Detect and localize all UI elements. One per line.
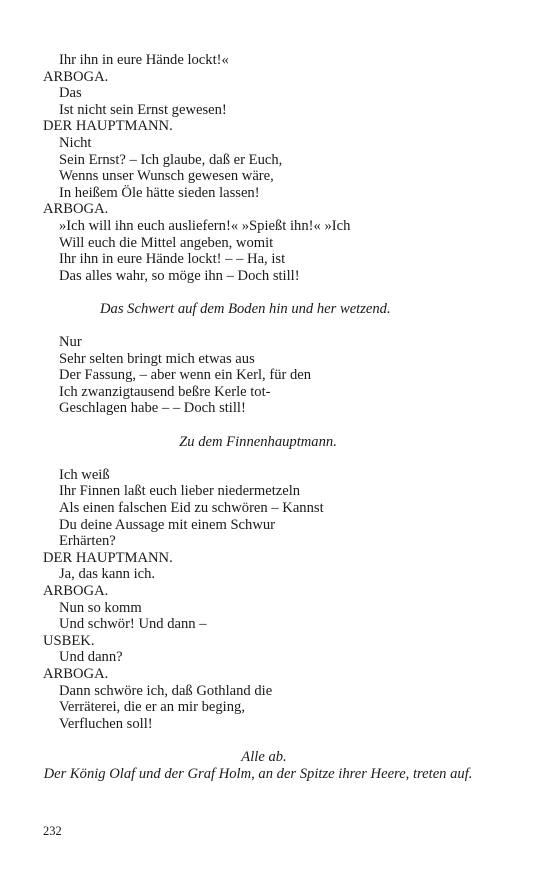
verse-line: Und schwör! Und dann – [59, 616, 207, 633]
verse-line: Wenns unser Wunsch gewesen wäre, [59, 168, 274, 185]
verse-line: Ist nicht sein Ernst gewesen! [59, 101, 227, 118]
verse-line: Nun so komm [59, 599, 142, 616]
verse-line: Der Fassung, – aber wenn ein Kerl, für den [59, 367, 312, 384]
spacer [43, 417, 473, 434]
verse-line: Ich weiß [59, 466, 110, 483]
verse-line: »Ich will ihn euch ausliefern!« »Spießt ihn!« »Ich [59, 217, 351, 234]
verse-line: Verfluchen soll! [59, 715, 153, 732]
speaker-name: DER HAUPTMANN. [43, 118, 173, 135]
verse-line: Als einen falschen Eid zu schwören – Kannst [59, 500, 324, 517]
verse-line: Nur [59, 334, 82, 351]
dialogue-block-3 [43, 467, 473, 733]
speaker-name: ARBOGA. [43, 68, 109, 85]
dialogue-block-2 [43, 334, 473, 417]
verse-line: Ja, das kann ich. [59, 566, 156, 583]
spacer [43, 732, 473, 749]
spacer [43, 284, 473, 301]
verse-line: Ich zwanzigtausend beßre Kerle tot- [59, 383, 271, 400]
stage-direction-entrance [43, 766, 473, 783]
verse-line: Dann schwöre ich, daß Gothland die [59, 682, 273, 699]
verse-line: Sehr selten bringt mich etwas aus [59, 350, 255, 367]
speaker-name: DER HAUPTMANN. [43, 549, 173, 566]
stage-direction-entrance-text: Der König Olaf und der Graf Holm, an der Spitze ihrer Heere, treten auf. [43, 765, 473, 782]
stage-direction-exit: Alle ab. [241, 748, 287, 765]
spacer [43, 450, 473, 467]
verse-line: Ihr ihn in eure Hände lockt!« [59, 52, 229, 68]
spacer [43, 318, 473, 335]
dialogue-block-1 [43, 52, 473, 284]
verse-line: Will euch die Mittel angeben, womit [59, 234, 274, 251]
verse-line: Sein Ernst? – Ich glaube, daß er Euch, [59, 151, 283, 168]
verse-line: Das alles wahr, so möge ihn – Doch still! [59, 267, 300, 284]
verse-line: Nicht [59, 134, 92, 151]
speaker-name: ARBOGA. [43, 665, 109, 682]
stage-direction-finnenhauptmann: Zu dem Finnenhauptmann. [179, 433, 337, 450]
verse-line: Ihr ihn in eure Hände lockt! – – Ha, ist [59, 251, 286, 268]
text-column [43, 52, 473, 782]
speaker-name: ARBOGA. [43, 583, 109, 599]
verse-line: In heißem Öle hätte sieden lassen! [59, 184, 260, 201]
verse-line: Ihr Finnen laßt euch lieber niedermetzeln [59, 483, 301, 500]
stage-direction-sword: Das Schwert auf dem Boden hin und her wetzend. [100, 300, 391, 317]
verse-line: Verräterei, die er an mir beging, [59, 699, 245, 716]
verse-line: Erhärten? [59, 533, 116, 550]
verse-line: Und dann? [59, 649, 123, 666]
speaker-name: USBEK. [43, 632, 95, 649]
verse-line: Du deine Aussage mit einem Schwur [59, 516, 276, 533]
page-number: 232 [43, 824, 62, 838]
speaker-name: ARBOGA. [43, 201, 109, 218]
verse-line: Geschlagen habe – – Doch still! [59, 400, 246, 417]
verse-line: Das [59, 85, 82, 102]
